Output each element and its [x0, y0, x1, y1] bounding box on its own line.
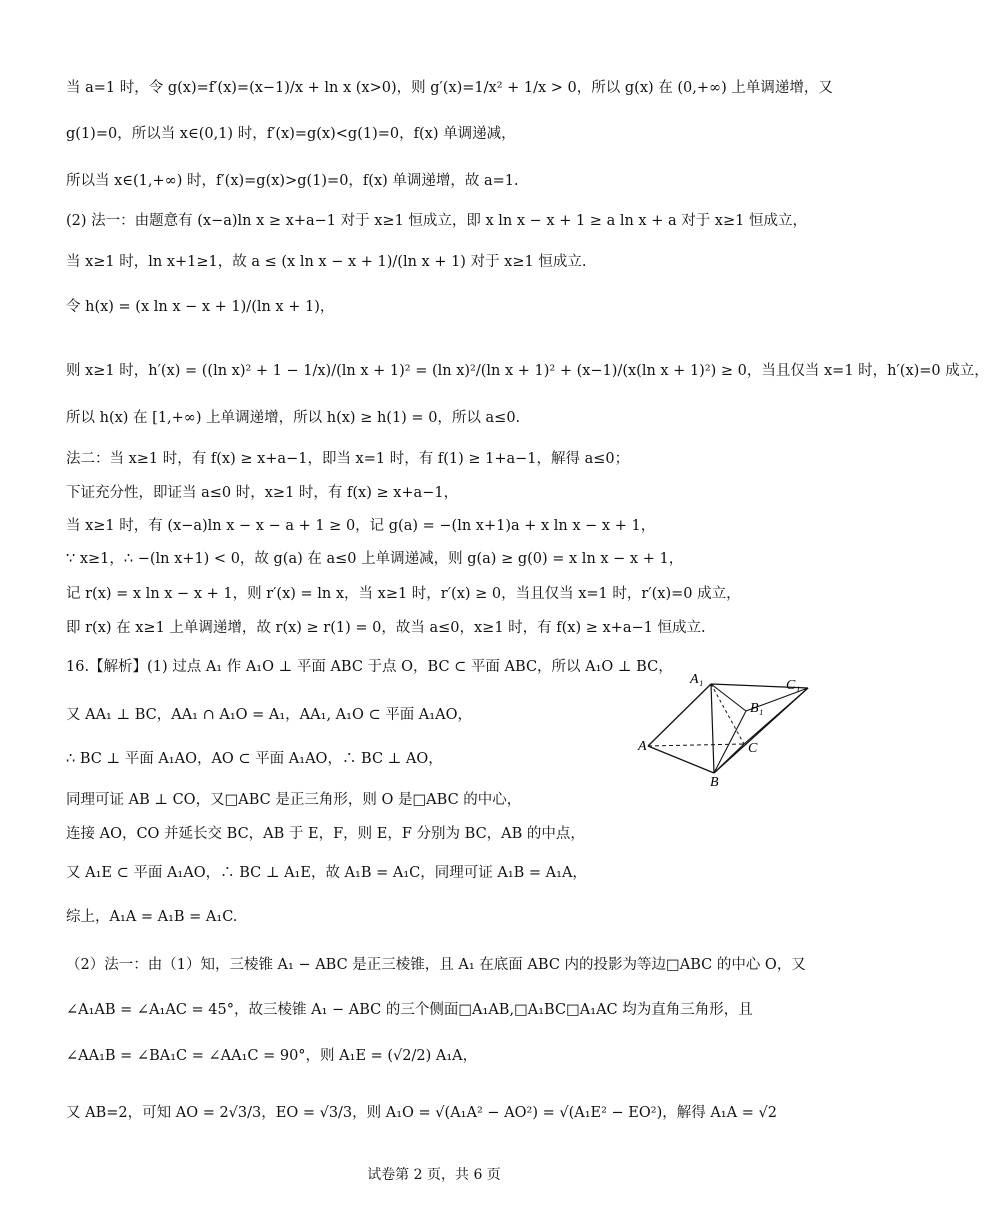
line-10: 当 x≥1 时，有 (x−a)ln x − x − a + 1 ≥ 0，记 g(a) = −(ln x+1)a + x ln x − x + 1，	[66, 518, 656, 534]
line-23: ∠AA₁B = ∠BA₁C = ∠AA₁C = 90°，则 A₁E = (√2/2) A₁A，	[66, 1048, 478, 1064]
line-9: 下证充分性，即证当 a≤0 时，x≥1 时，有 f(x) ≥ x+a−1，	[66, 485, 459, 501]
line-2: 所以当 x∈(1,+∞) 时，f′(x)=g(x)>g(1)=0，f(x) 单调递增，故 a=1.	[66, 173, 519, 189]
line-13: 即 r(x) 在 x≥1 上单调递增，故 r(x) ≥ r(1) = 0，故当 a≤0，x≥1 时，有 f(x) ≥ x+a−1 恒成立.	[66, 620, 706, 636]
page-footer: 试卷第 2 页，共 6 页	[367, 1167, 501, 1183]
label-A: A	[638, 739, 647, 754]
line-5: 令 h(x) = (x ln x − x + 1)/(ln x + 1)，	[66, 299, 335, 315]
line-8: 法二：当 x≥1 时，有 f(x) ≥ x+a−1，即当 x=1 时，有 f(1) ≥ 1+a−1，解得 a≤0；	[66, 451, 630, 467]
line-6: 则 x≥1 时，h′(x) = ((ln x)² + 1 − 1/x)/(ln x + 1)² = (ln x)²/(ln x + 1)² + (x−1)/(x(ln x + 1)²) ≥ 0，当且仅当 x=1 时，h′(x)=0 成立，	[66, 363, 989, 379]
line-0: 当 a=1 时，令 g(x)=f′(x)=(x−1)/x + ln x (x>0)，则 g′(x)=1/x² + 1/x > 0，所以 g(x) 在 (0,+∞) 上单调递增，又	[66, 80, 833, 96]
line-14: 16.【解析】(1) 过点 A₁ 作 A₁O ⊥ 平面 ABC 于点 O，BC ⊂ 平面 ABC，所以 A₁O ⊥ BC，	[66, 659, 673, 675]
line-21: （2）法一：由（1）知，三棱锥 A₁ − ABC 是正三棱锥，且 A₁ 在底面 ABC 内的投影为等边□ABC 的中心 O，又	[66, 957, 806, 973]
line-12: 记 r(x) = x ln x − x + 1，则 r′(x) = ln x，当 x≥1 时，r′(x) ≥ 0，当且仅当 x=1 时，r′(x)=0 成立，	[66, 586, 741, 602]
line-3: (2) 法一：由题意有 (x−a)ln x ≥ x+a−1 对于 x≥1 恒成立，即 x ln x − x + 1 ≥ a ln x + a 对于 x≥1 恒成立，	[66, 213, 807, 229]
label-C: C	[748, 741, 758, 756]
line-19: 又 A₁E ⊂ 平面 A₁AO，∴ BC ⊥ A₁E，故 A₁B = A₁C，同理可证 A₁B = A₁A，	[66, 865, 587, 881]
line-24: 又 AB=2，可知 AO = 2√3/3，EO = √3/3，则 A₁O = √(A₁A² − AO²) = √(A₁E² − EO²)，解得 A₁A = √2	[66, 1105, 777, 1121]
line-15: 又 AA₁ ⊥ BC，AA₁ ∩ A₁O = A₁，AA₁, A₁O ⊂ 平面 A₁AO，	[66, 707, 472, 723]
line-4: 当 x≥1 时，ln x+1≥1，故 a ≤ (x ln x − x + 1)/(ln x + 1) 对于 x≥1 恒成立.	[66, 254, 587, 270]
line-18: 连接 AO，CO 并延长交 BC，AB 于 E，F，则 E，F 分别为 BC，AB 的中点，	[66, 826, 585, 842]
prism-figure	[636, 668, 816, 790]
line-22: ∠A₁AB = ∠A₁AC = 45°，故三棱锥 A₁ − ABC 的三个侧面□A₁AB,□A₁BC□A₁AC 均为直角三角形，且	[66, 1002, 753, 1018]
line-20: 综上，A₁A = A₁B = A₁C.	[66, 909, 238, 925]
label-B: B	[710, 775, 719, 790]
label-B1: B₁	[750, 701, 764, 716]
line-1: g(1)=0，所以当 x∈(0,1) 时，f′(x)=g(x)<g(1)=0，f(x) 单调递减，	[66, 126, 516, 142]
line-11: ∵ x≥1，∴ −(ln x+1) < 0，故 g(a) 在 a≤0 上单调递减，则 g(a) ≥ g(0) = x ln x − x + 1，	[66, 551, 684, 567]
line-17: 同理可证 AB ⊥ CO，又□ABC 是正三角形，则 O 是□ABC 的中心，	[66, 792, 522, 808]
line-16: ∴ BC ⊥ 平面 A₁AO，AO ⊂ 平面 A₁AO，∴ BC ⊥ AO，	[66, 751, 443, 767]
line-7: 所以 h(x) 在 [1,+∞) 上单调递增，所以 h(x) ≥ h(1) = 0，所以 a≤0.	[66, 410, 521, 426]
label-A1: A₁	[690, 672, 704, 687]
label-C1: C₁	[786, 678, 801, 693]
